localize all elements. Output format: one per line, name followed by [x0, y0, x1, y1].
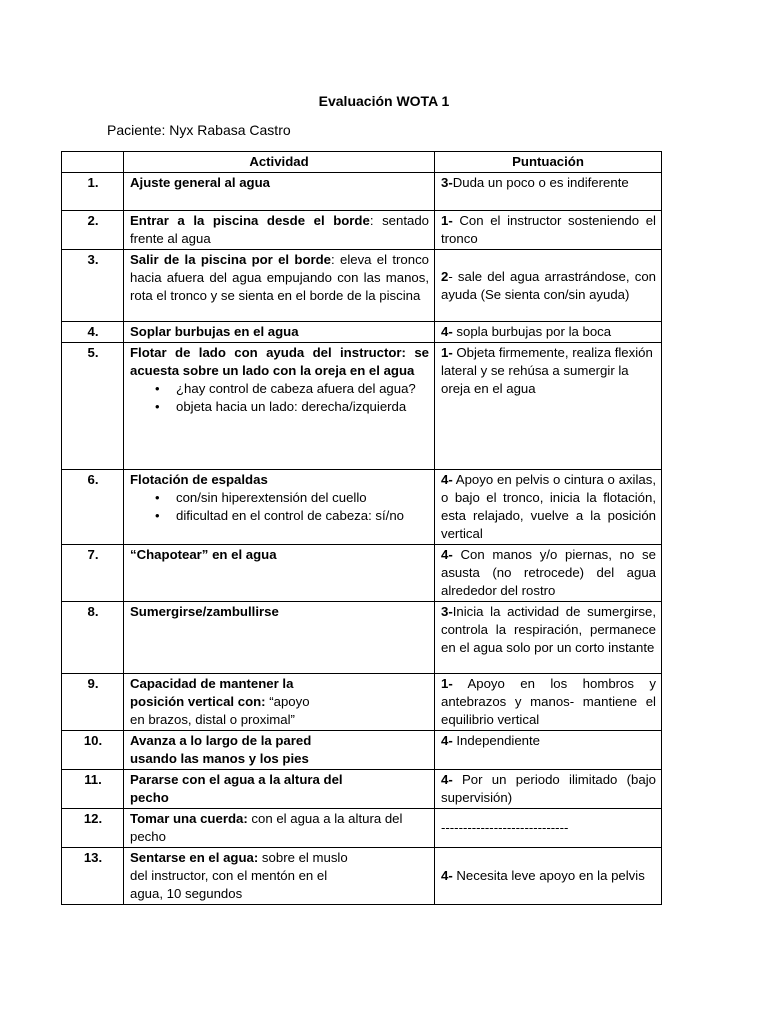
score-text: Necesita leve apoyo en la pelvis [452, 868, 645, 883]
activity-text: sobre el muslo del instructor, con el mentón en el agua, 10 segundos [130, 850, 348, 901]
score-bold: 4- [441, 868, 453, 883]
row-number: 13. [62, 848, 124, 905]
activity-text: : sentado frente al agua [130, 213, 429, 246]
row-number: 8. [62, 602, 124, 674]
activity-bold: Flotación de espaldas [130, 472, 268, 487]
header-number [62, 152, 124, 173]
score-cell [435, 848, 662, 905]
activity-bold: “Chapotear” en el agua [130, 547, 277, 562]
table-row [62, 470, 662, 545]
score-cell [435, 173, 662, 211]
activity-bold: Sentarse en el agua: [130, 850, 259, 865]
patient-name: Paciente: Nyx Rabasa Castro [107, 122, 291, 138]
row-number: 11. [62, 770, 124, 809]
activity-cell [124, 211, 435, 250]
activity-cell [124, 322, 435, 343]
table-row [62, 250, 662, 322]
score-text: - sale del agua arrastrándose, con ayuda (Se sienta con/sin ayuda) [441, 268, 656, 302]
activity-bold: Tomar una cuerda: [130, 811, 248, 826]
evaluation-table [61, 151, 662, 905]
score-bold: 4- [441, 472, 453, 487]
table-row [62, 674, 662, 731]
row-number: 9. [62, 674, 124, 731]
score-text: Con el instructor sosteniendo el tronco [441, 213, 656, 246]
score-bold: 4- [441, 324, 453, 339]
row-number: 3. [62, 250, 124, 322]
activity-cell [124, 173, 435, 211]
table-row [62, 848, 662, 905]
score-bold: 1- [441, 213, 453, 228]
table-row [62, 809, 662, 848]
score-text: Objeta firmemente, realiza flexión lateral y se rehúsa a sumergir la oreja en el agua [441, 345, 653, 396]
score-text: Independiente [452, 733, 540, 748]
activity-bullet: • ¿hay control de cabeza afuera del agua? [176, 380, 429, 398]
table-row [62, 211, 662, 250]
score-text: Por un periodo ilimitado (bajo supervisión) [441, 772, 656, 805]
score-cell [435, 545, 662, 602]
table-row [62, 731, 662, 770]
activity-bullet: • con/sin hiperextensión del cuello [176, 489, 429, 507]
activity-cell [124, 731, 435, 770]
table-row [62, 173, 662, 211]
row-number: 4. [62, 322, 124, 343]
score-text: sopla burbujas por la boca [452, 324, 612, 339]
header-score: Puntuación [435, 152, 662, 173]
row-number: 5. [62, 343, 124, 470]
score-cell [435, 343, 662, 470]
score-bold: 3- [441, 175, 453, 190]
score-cell [435, 731, 662, 770]
activity-bold: Capacidad de mantener la posición vertical con: [130, 676, 294, 709]
score-cell [435, 770, 662, 809]
row-number: 2. [62, 211, 124, 250]
table-row [62, 343, 662, 470]
activity-bold: Entrar a la piscina desde el borde [130, 213, 370, 228]
score-cell [435, 211, 662, 250]
activity-bold: Soplar burbujas en el agua [130, 324, 299, 339]
activity-bold: Pararse con el agua a la altura del pecho [130, 772, 343, 805]
row-number: 12. [62, 809, 124, 848]
activity-bullet-list [130, 380, 429, 416]
table-row [62, 602, 662, 674]
activity-bullet-list [130, 489, 429, 525]
score-text: Con manos y/o piernas, no se asusta (no retrocede) del agua alrededor del rostro [441, 547, 656, 598]
row-number: 10. [62, 731, 124, 770]
activity-text: “apoyo en brazos, distal o proximal” [130, 694, 310, 727]
activity-cell [124, 602, 435, 674]
activity-cell [124, 343, 435, 470]
score-cell [435, 602, 662, 674]
activity-bold: Avanza a lo largo de la pared usando las manos y los pies [130, 733, 312, 766]
table-row [62, 545, 662, 602]
score-bold: 4- [441, 547, 453, 562]
row-number: 7. [62, 545, 124, 602]
score-bold: 1- [441, 676, 453, 691]
page-title: Evaluación WOTA 1 [318, 93, 450, 109]
activity-text: : eleva el tronco hacia afuera del agua empujando con las manos, rota el tronco y se sienta en el borde de la piscina [130, 252, 429, 303]
table-row [62, 770, 662, 809]
row-number: 6. [62, 470, 124, 545]
activity-bold: Flotar de lado con ayuda del instructor: se acuesta sobre un lado con la oreja en el agua [130, 345, 429, 378]
score-text: Inicia la actividad de sumergirse, controla la respiración, permanece en el agua solo por un corto instante [441, 604, 656, 655]
activity-cell [124, 848, 435, 905]
score-bold: 1- [441, 345, 453, 360]
row-number: 1. [62, 173, 124, 211]
activity-cell [124, 809, 435, 848]
score-bold: 2 [441, 268, 449, 284]
score-cell [435, 674, 662, 731]
score-cell [435, 322, 662, 343]
score-cell [435, 250, 662, 322]
activity-cell [124, 250, 435, 322]
activity-bullet: • dificultad en el control de cabeza: sí/no [176, 507, 429, 525]
activity-bold: Ajuste general al agua [130, 175, 270, 190]
activity-cell [124, 545, 435, 602]
table-header-row [62, 152, 662, 173]
activity-bullet: • objeta hacia un lado: derecha/izquierda [176, 398, 429, 416]
activity-cell [124, 674, 435, 731]
activity-text: con el agua a la altura del pecho [130, 811, 403, 844]
activity-cell [124, 770, 435, 809]
score-text: ----------------------------- [441, 820, 569, 835]
score-bold: 4- [441, 733, 453, 748]
header-activity: Actividad [124, 152, 435, 173]
score-bold: 3- [441, 604, 453, 619]
score-text: Apoyo en pelvis o cintura o axilas, o bajo el tronco, inicia la flotación, esta relajado, vuelve a la posición vertical [441, 472, 656, 541]
score-text: Duda un poco o es indiferente [452, 175, 629, 190]
table-row [62, 322, 662, 343]
score-cell [435, 470, 662, 545]
activity-cell [124, 470, 435, 545]
score-text: Apoyo en los hombros y antebrazos y manos- mantiene el equilibrio vertical [441, 676, 657, 727]
activity-bold: Salir de la piscina por el borde [130, 252, 332, 267]
score-bold: 4- [441, 772, 453, 787]
score-cell [435, 809, 662, 848]
activity-bold: Sumergirse/zambullirse [130, 604, 279, 619]
